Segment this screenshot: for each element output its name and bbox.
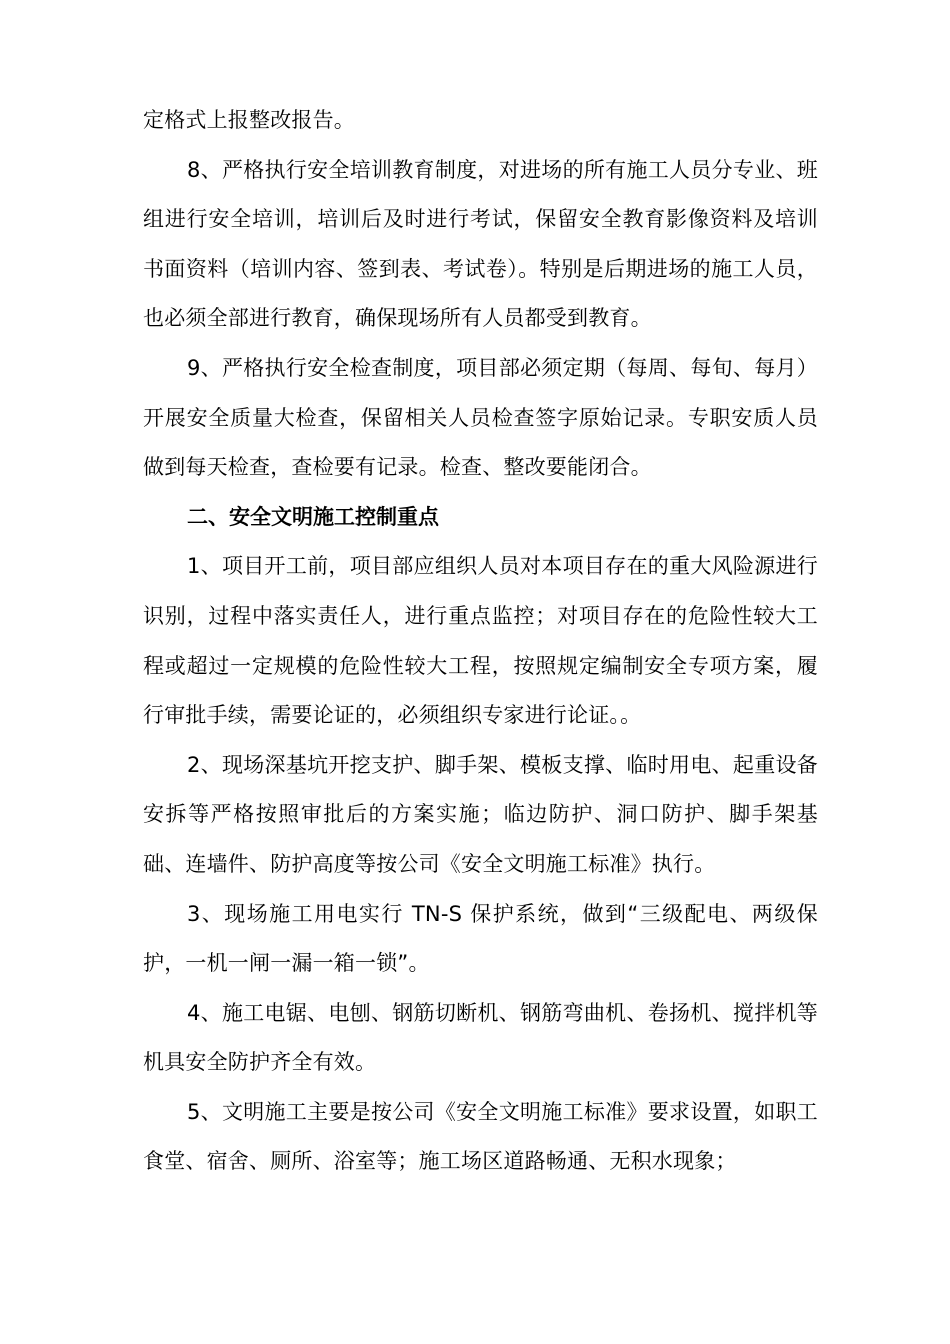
paragraph-continuation: 定格式上报整改报告。	[143, 108, 355, 132]
document-body	[143, 96, 818, 1187]
paragraph-item-3: 3、现场施工用电实行 TN-S 保护系统，做到“三级配电、两级保护，一机一闸一漏一箱一锁”。	[143, 901, 818, 976]
paragraph-item-9: 9、严格执行安全检查制度，项目部必须定期（每周、每旬、每月）开展安全质量大检查，保留相关人员检查签字原始记录。专职安质人员做到每天检查，查检要有记录。检查、整改要能闭合。	[143, 355, 818, 480]
section-heading: 二、安全文明施工控制重点	[187, 504, 439, 529]
paragraph-item-8: 8、严格执行安全培训教育制度，对进场的所有施工人员分专业、班组进行安全培训，培训后及时进行考试，保留安全教育影像资料及培训书面资料（培训内容、签到表、考试卷）。特别是后期进场的施工人员，也必须全部进行教育，确保现场所有人员都受到教育。	[143, 157, 818, 331]
paragraph-item-2: 2、现场深基坑开挖支护、脚手架、模板支撑、临时用电、起重设备安拆等严格按照审批后的方案实施；临边防护、洞口防护、脚手架基础、连墙件、防护高度等按公司《安全文明施工标准》执行。	[143, 752, 818, 876]
paragraph-item-4: 4、施工电锯、电刨、钢筋切断机、钢筋弯曲机、卷扬机、搅拌机等机具安全防护齐全有效。	[143, 1000, 818, 1075]
paragraph-item-5: 5、文明施工主要是按公司《安全文明施工标准》要求设置，如职工食堂、宿舍、厕所、浴室等；施工场区道路畅通、无积水现象；	[143, 1099, 818, 1174]
paragraph-item-1: 1、项目开工前，项目部应组织人员对本项目存在的重大风险源进行识别，过程中落实责任人，进行重点监控；对项目存在的危险性较大工程或超过一定规模的危险性较大工程，按照规定编制安全专项方案，履行审批手续，需要论证的，必须组织专家进行论证。。	[143, 554, 818, 728]
